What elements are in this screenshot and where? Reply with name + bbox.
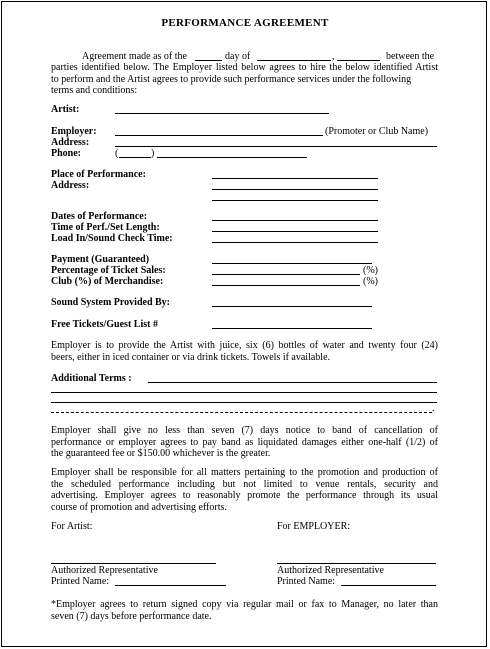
place-address-label: Address: xyxy=(51,180,90,191)
payment-field[interactable] xyxy=(212,263,372,264)
guest-label: Free Tickets/Guest List # xyxy=(51,319,158,330)
intro-text-1: Agreement made as of the xyxy=(82,51,187,62)
payment-label: Payment (Guaranteed) xyxy=(51,254,150,265)
artist-printed-name-field[interactable] xyxy=(115,585,226,586)
merch-pct-label: Club (%) of Merchandise: xyxy=(51,276,164,287)
agreement-month-field[interactable] xyxy=(257,60,331,61)
intro-text-3: , xyxy=(332,51,335,62)
for-artist-label: For Artist: xyxy=(51,521,93,532)
additional-terms-field-4[interactable] xyxy=(51,412,432,413)
sound-label: Sound System Provided By: xyxy=(51,297,171,308)
place-field[interactable] xyxy=(212,178,378,179)
employer-address-label: Address: xyxy=(51,137,90,148)
phone-number-field[interactable] xyxy=(157,157,307,158)
intro-line-2: parties identified below. The Employer listed below agrees to hire the below identified Artist xyxy=(51,62,438,73)
promotion-paragraph xyxy=(51,467,438,513)
footnote-paragraph xyxy=(51,599,438,622)
loadin-label: Load In/Sound Check Time: xyxy=(51,233,173,244)
phone-area-code-field[interactable] xyxy=(119,157,151,158)
intro-line-3: to perform and the Artist agrees to provide such performance services under the following xyxy=(51,73,412,85)
time-field[interactable] xyxy=(212,231,378,232)
place-address-field-2[interactable] xyxy=(212,200,378,201)
artist-label: Artist: xyxy=(51,104,80,115)
footnote-line-2: seven (7) days before performance date. xyxy=(51,610,212,622)
place-label: Place of Performance: xyxy=(51,169,146,180)
additional-terms-field-3[interactable] xyxy=(51,402,437,403)
merch-pct-sign: (%) xyxy=(363,276,378,287)
place-address-field-1[interactable] xyxy=(212,189,378,190)
additional-terms-period: . xyxy=(432,403,435,414)
phone-close-paren: ) xyxy=(151,148,155,159)
artist-field[interactable] xyxy=(115,113,329,114)
rider-line-1: Employer is to provide the Artist with juice, six (6) bottles of water and twenty four (24) xyxy=(51,340,438,351)
artist-auth-rep-label: Authorized Representative xyxy=(51,565,158,576)
loadin-field[interactable] xyxy=(212,242,378,243)
intro-line-4: terms and conditions: xyxy=(51,85,138,96)
cancellation-line-3: the guaranteed fee or $150.00 whichever is the greater. xyxy=(51,448,271,459)
cancellation-paragraph xyxy=(51,425,438,460)
promotion-line-3: advertising. Employer agrees to reasonably promote the performance through its usual xyxy=(51,490,438,501)
intro-paragraph xyxy=(51,62,438,97)
promotion-line-1: Employer shall be responsible for all matters pertaining to the promotion and production of xyxy=(51,467,438,478)
intro-text-2: day of xyxy=(225,51,251,62)
employer-printed-name-field[interactable] xyxy=(341,585,436,586)
promotion-line-4: course of promotion and advertising efforts. xyxy=(51,501,227,513)
artist-signature-field[interactable] xyxy=(51,563,216,564)
cancellation-line-2: performance or employer agrees to pay band as liquidated damages either one-half (1/2) of xyxy=(51,436,438,448)
additional-terms-field-2[interactable] xyxy=(51,392,437,393)
phone-open-paren: ( xyxy=(115,148,119,159)
document-title: PERFORMANCE AGREEMENT xyxy=(161,17,329,29)
ticket-pct-sign: (%) xyxy=(363,265,378,276)
for-employer-label: For EMPLOYER: xyxy=(277,521,351,532)
dates-label: Dates of Performance: xyxy=(51,211,148,222)
intro-text-4: between the xyxy=(386,51,435,62)
footnote-line-1: *Employer agrees to return signed copy via regular mail or fax to Manager, no later than xyxy=(51,599,438,610)
time-label: Time of Perf./Set Length: xyxy=(51,222,160,233)
employer-label: Employer: xyxy=(51,126,97,137)
artist-printed-name-label: Printed Name: xyxy=(51,576,110,587)
agreement-date-field[interactable] xyxy=(195,60,222,61)
employer-field[interactable] xyxy=(115,135,323,136)
employer-signature-field[interactable] xyxy=(277,563,436,564)
dates-field[interactable] xyxy=(212,220,378,221)
rider-paragraph xyxy=(51,340,438,363)
promotion-line-2: the scheduled performance including but not limited to venue rentals, security and xyxy=(51,478,438,490)
employer-note: (Promoter or Club Name) xyxy=(325,126,429,137)
employer-auth-rep-label: Authorized Representative xyxy=(277,565,384,576)
employer-printed-name-label: Printed Name: xyxy=(277,576,336,587)
rider-line-2: beers, either in iced container or via drink tickets. Towels if available. xyxy=(51,351,331,363)
agreement-year-field[interactable] xyxy=(337,60,380,61)
sound-field[interactable] xyxy=(212,306,372,307)
additional-terms-field-1[interactable] xyxy=(148,382,437,383)
ticket-pct-label: Percentage of Ticket Sales: xyxy=(51,265,166,276)
employer-address-field[interactable] xyxy=(115,146,437,147)
phone-label: Phone: xyxy=(51,148,81,159)
ticket-pct-field[interactable] xyxy=(212,274,360,275)
additional-terms-label: Additional Terms : xyxy=(51,373,132,384)
guest-field[interactable] xyxy=(212,328,372,329)
merch-pct-field[interactable] xyxy=(212,285,360,286)
cancellation-line-1: Employer shall give no less than seven (7) days notice to band of cancellation of xyxy=(51,425,438,436)
